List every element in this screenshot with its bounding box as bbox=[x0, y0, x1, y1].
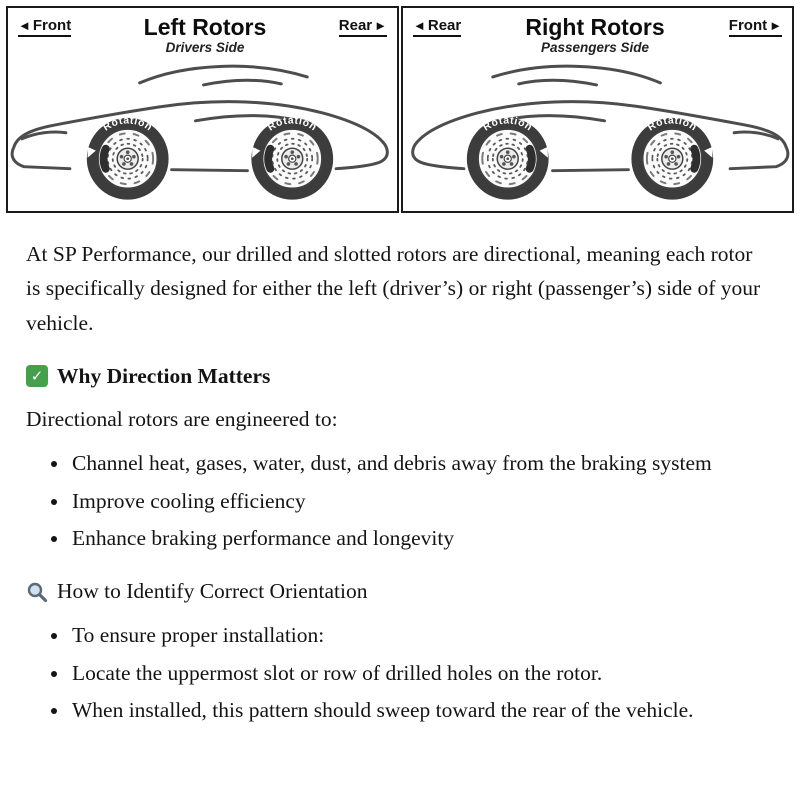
magnifier-icon bbox=[26, 581, 48, 603]
rotor-direction-figure bbox=[6, 6, 794, 213]
heading-text: Why Direction Matters bbox=[57, 363, 271, 388]
rotation-label: Rotation bbox=[265, 115, 319, 134]
section-lead: Directional rotors are engineered to: bbox=[26, 406, 338, 431]
left-panel-header bbox=[8, 8, 397, 55]
arrow-left-icon: ◄ bbox=[18, 18, 31, 33]
list-item: • Locate the uppermost slot or row of drilled holes on the rotor. bbox=[70, 656, 772, 690]
list-item: • To ensure proper installation: bbox=[70, 618, 772, 652]
right-panel-header bbox=[403, 8, 792, 55]
right-car-illustration bbox=[403, 51, 792, 211]
heading-text: How to Identify Correct Orientation bbox=[57, 579, 368, 604]
arrow-right-icon: ► bbox=[769, 18, 782, 33]
right-rotors-panel bbox=[401, 6, 794, 213]
rotation-label: Rotation bbox=[481, 115, 535, 134]
direction-text: Rear bbox=[338, 17, 373, 34]
intro-paragraph: At SP Performance, our drilled and slotted rotors are directional, meaning each rotor is specifically designed for either the left (driver’s) or right (passenger’s) side of your vehicle. bbox=[26, 241, 761, 335]
list-item: • Enhance braking performance and longevity bbox=[70, 521, 772, 555]
section-heading-why-direction-matters bbox=[26, 364, 772, 389]
direction-text: Front bbox=[728, 17, 768, 34]
rotation-label: Rotation bbox=[645, 115, 699, 134]
front-direction-label bbox=[729, 17, 782, 37]
front-direction-label bbox=[18, 17, 71, 37]
rear-direction-label bbox=[339, 17, 387, 37]
checkmark-icon: ✓ bbox=[26, 365, 48, 387]
list-item: • When installed, this pattern should sweep toward the rear of the vehicle. bbox=[70, 693, 772, 727]
benefits-list bbox=[26, 446, 772, 555]
left-rotors-panel bbox=[6, 6, 399, 213]
arrow-right-icon: ► bbox=[374, 18, 387, 33]
arrow-left-icon: ◄ bbox=[413, 18, 426, 33]
article-body bbox=[0, 213, 800, 754]
panel-subtitle: Passengers Side bbox=[540, 40, 650, 56]
list-item: • Channel heat, gases, water, dust, and debris away from the braking system bbox=[70, 446, 772, 480]
panel-title: Left Rotors bbox=[143, 14, 267, 40]
installation-list bbox=[26, 618, 772, 727]
section-heading-identify-orientation bbox=[26, 579, 772, 604]
panel-title: Right Rotors bbox=[525, 14, 665, 40]
list-item: • Improve cooling efficiency bbox=[70, 484, 772, 518]
rotation-label: Rotation bbox=[101, 115, 155, 134]
panel-subtitle: Drivers Side bbox=[165, 40, 245, 56]
rear-direction-label bbox=[413, 17, 461, 37]
direction-text: Rear bbox=[427, 17, 462, 34]
left-car-illustration bbox=[8, 51, 397, 211]
direction-text: Front bbox=[32, 17, 72, 34]
